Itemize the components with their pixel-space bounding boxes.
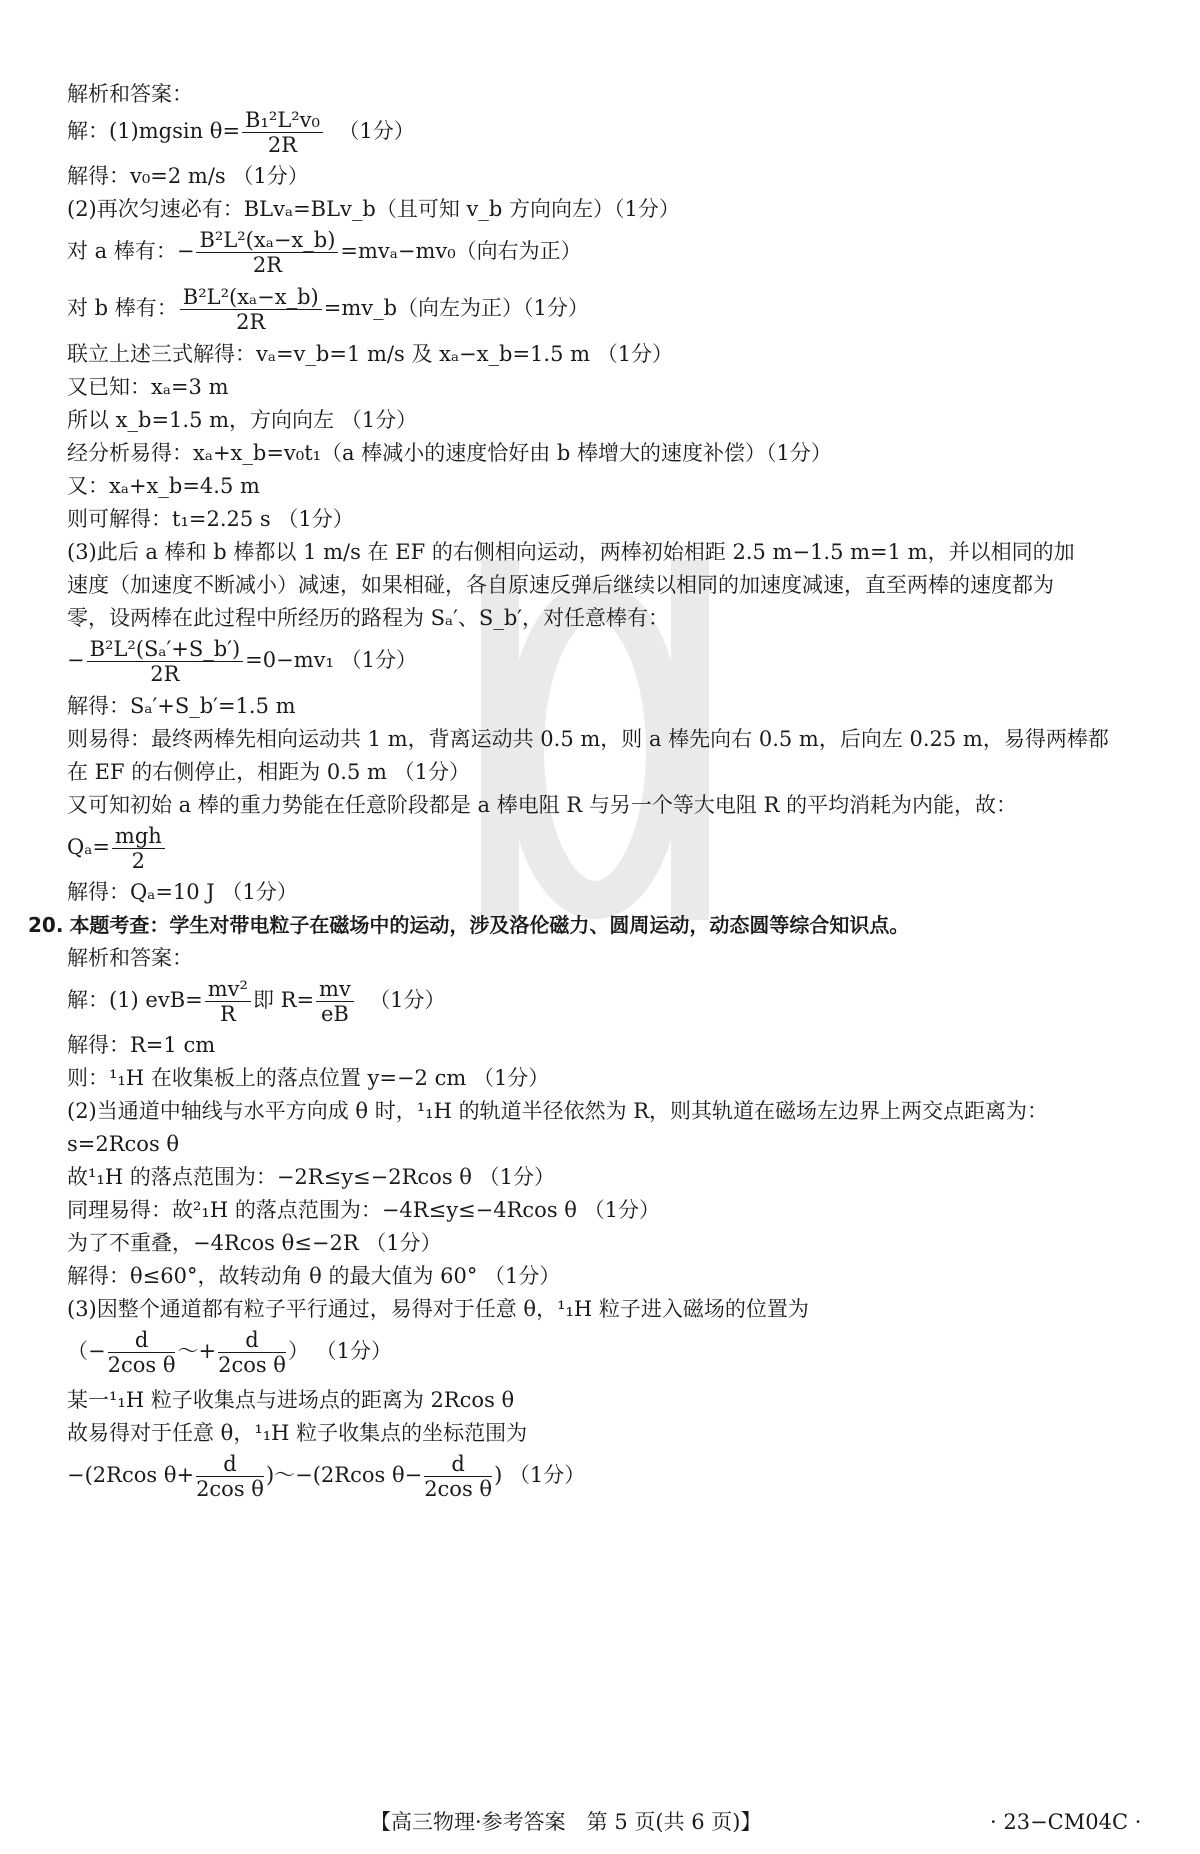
eq-line-radius: 解：(1) evB= $\frac{\text{mv²}}{R}$ 即 R= $\frac{mv}{eB}$ （1分）	[67, 977, 446, 1026]
analysis-label: 解析和答案：	[67, 946, 193, 970]
text-line: 则易得：最终两棒先相向运动共 1 m，背离运动共 0.5 m，则 a 棒先向右 0.5 m，后向左 0.25 m，易得两棒都	[67, 727, 1109, 751]
text-line: 在 EF 的右侧停止，相距为 0.5 m （1分）	[67, 760, 470, 784]
eq-line-path: − $\frac{\text{B²L²(Sₐ′+S\_b′)}}{2R}$ =0−mv₁ （1分）	[67, 637, 417, 686]
text-line: 速度（加速度不断减小）减速，如果相碰，各自原速反弹后继续以相同的加速度减速，直至两棒的速度都为	[67, 573, 1054, 597]
fraction: $\frac{\text{B²L²(xₐ−x\_b)}}{2R}$	[180, 285, 322, 334]
text-line: (3)因整个通道都有粒子平行通过，易得对于任意 θ，¹₁H 粒子进入磁场的位置为	[67, 1297, 809, 1321]
question-number: 20.	[28, 913, 64, 937]
eq-line-entry-range: （− $\frac{d}{\text{2cos θ}}$ ～+ $\frac{d}{\text{2cos θ}}$ ） （1分）	[67, 1328, 393, 1377]
fraction: $\frac{\text{B₁²L²v₀}}{2R}$	[242, 108, 323, 157]
eq-line-collect-range: −(2Rcos θ+ $\frac{d}{\text{2cos θ}}$ )～−(2Rcos θ− $\frac{d}{\text{2cos θ}}$ ) （1分）	[67, 1452, 586, 1501]
text-line: 某一¹₁H 粒子收集点与进场点的距离为 2Rcos θ	[67, 1388, 515, 1412]
fraction: $\frac{\text{B²L²(xₐ−x\_b)}}{2R}$	[196, 228, 338, 277]
text-line: 解得：R=1 cm	[67, 1033, 216, 1057]
text-line: (3)此后 a 棒和 b 棒都以 1 m/s 在 EF 的右侧相向运动，两棒初始相距 2.5 m−1.5 m=1 m，并以相同的加	[67, 540, 1075, 564]
text-line: 为了不重叠，−4Rcos θ≤−2R （1分）	[67, 1231, 442, 1255]
question-topic: 本题考查：学生对带电粒子在磁场中的运动，涉及洛伦磁力、圆周运动，动态圆等综合知识点。	[69, 913, 910, 937]
text-line: 又已知：xₐ=3 m	[67, 375, 229, 399]
text-line: 解得：Sₐ′+S_b′=1.5 m	[67, 694, 296, 718]
document-code: · 23−CM04C ·	[990, 1810, 1142, 1834]
text-line: 同理易得：故²₁H 的落点范围为：−4R≤y≤−4Rcos θ （1分）	[67, 1198, 660, 1222]
fraction: $\frac{\text{mv²}}{R}$	[205, 977, 251, 1026]
fraction: $\frac{d}{\text{2cos θ}}$	[218, 1328, 286, 1377]
text-line: 解得：Qₐ=10 J （1分）	[67, 880, 298, 904]
eq-line-a: 对 a 棒有：− $\frac{\text{B²L²(xₐ−x\_b)}}{2R}$ =mvₐ−mv₀（向右为正）	[67, 228, 582, 277]
page-footer: 【高三物理·参考答案 第 5 页(共 6 页)】	[370, 1810, 762, 1834]
eq-line-b: 对 b 棒有： $\frac{\text{B²L²(xₐ−x\_b)}}{2R}$ =mv_b（向左为正）（1分）	[67, 285, 589, 334]
text-line: 则可解得：t₁=2.25 s （1分）	[67, 507, 354, 531]
text-line: 解得：v₀=2 m/s （1分）	[67, 164, 309, 188]
text-line: 故¹₁H 的落点范围为：−2R≤y≤−2Rcos θ （1分）	[67, 1165, 555, 1189]
fraction: $\frac{d}{\text{2cos θ}}$	[196, 1452, 264, 1501]
text-line: 故易得对于任意 θ，¹₁H 粒子收集点的坐标范围为	[67, 1421, 528, 1445]
text-line: 解得：θ≤60°，故转动角 θ 的最大值为 60° （1分）	[67, 1264, 561, 1288]
text-line: 零，设两棒在此过程中所经历的路程为 Sₐ′、S_b′，对任意棒有：	[67, 606, 670, 630]
fraction: $\frac{d}{\text{2cos θ}}$	[107, 1328, 176, 1377]
text-line: 又可知初始 a 棒的重力势能在任意阶段都是 a 棒电阻 R 与另一个等大电阻 R 的平均消耗为内能，故：	[67, 793, 1018, 817]
text-line: 所以 x_b=1.5 m，方向向左 （1分）	[67, 408, 418, 432]
question-20-heading	[28, 911, 909, 939]
eq-line-1: 解：(1)mgsin θ= $\frac{\text{B₁²L²v₀}}{2R}$ （1分）	[67, 108, 415, 157]
fraction: $\frac{mv}{eB}$	[316, 977, 354, 1026]
fraction: $\frac{\text{B²L²(Sₐ′+S\_b′)}}{2R}$	[87, 637, 244, 686]
text-line: 又：xₐ+x_b=4.5 m	[67, 474, 260, 498]
text-line: s=2Rcos θ	[67, 1132, 180, 1156]
fraction: $\frac{\text{mgh}}{2}$	[112, 824, 165, 873]
eq-line-q: Qₐ= $\frac{\text{mgh}}{2}$	[67, 824, 167, 873]
text-line: 则：¹₁H 在收集板上的落点位置 y=−2 cm （1分）	[67, 1066, 550, 1090]
text-line: (2)当通道中轴线与水平方向成 θ 时，¹₁H 的轨道半径依然为 R，则其轨道在磁场左边界上两交点距离为：	[67, 1099, 1049, 1123]
fraction: $\frac{d}{\text{2cos θ}}$	[424, 1452, 493, 1501]
text-line: 经分析易得：xₐ+x_b=v₀t₁（a 棒减小的速度恰好由 b 棒增大的速度补偿）（1分）	[67, 441, 832, 465]
text-line: 联立上述三式解得：vₐ=v_b=1 m/s 及 xₐ−x_b=1.5 m （1分）	[67, 342, 674, 366]
analysis-label: 解析和答案：	[67, 82, 193, 106]
text-line: (2)再次匀速必有：BLvₐ=BLv_b（且可知 v_b 方向向左）（1分）	[67, 197, 680, 221]
